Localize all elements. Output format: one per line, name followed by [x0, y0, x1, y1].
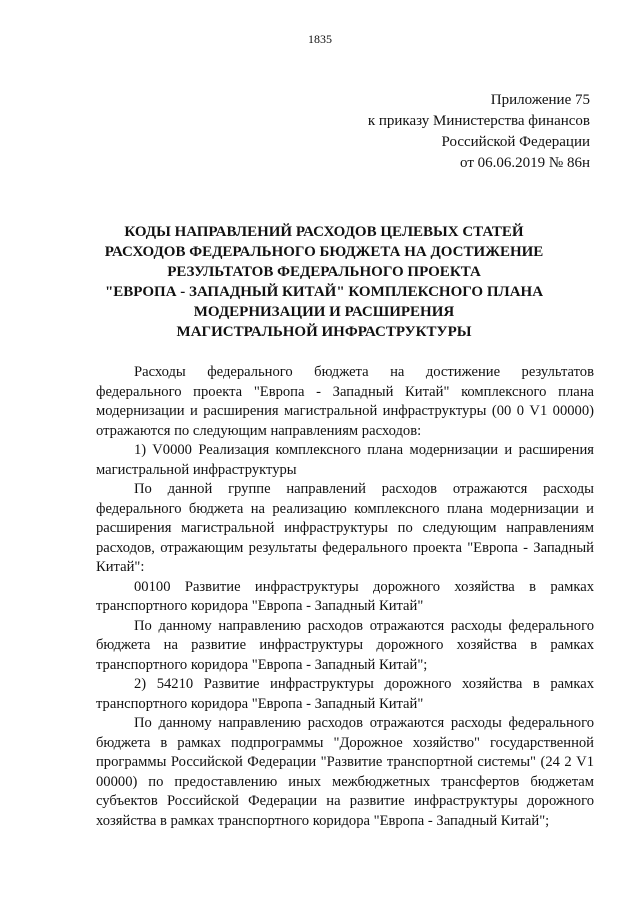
document-body: [96, 363, 594, 831]
title-line: КОДЫ НАПРАВЛЕНИЙ РАСХОДОВ ЦЕЛЕВЫХ СТАТЕЙ: [124, 224, 524, 240]
body-paragraph: 1) V0000 Реализация комплексного плана модернизации и расширения магистральной инфраструктуры: [96, 442, 594, 478]
body-paragraph: 00100 Развитие инфраструктуры дорожного хозяйства в рамках транспортного коридора "Европа - Западный Китай": [96, 578, 594, 614]
title-line: "ЕВРОПА - ЗАПАДНЫЙ КИТАЙ" КОМПЛЕКСНОГО ПЛАНА: [104, 284, 544, 300]
body-paragraph: 2) 54210 Развитие инфраструктуры дорожного хозяйства в рамках транспортного коридора "Европа - Западный Китай": [96, 676, 594, 712]
body-paragraph: По данной группе направлений расходов отражаются расходы федерального бюджета на реализацию комплексного плана модернизации и расширения магистральной инфраструктуры по следующим направлениям расходов, отражающим результаты федерального проекта "Европа - Западный Китай":: [96, 481, 594, 575]
title-line: РЕЗУЛЬТАТОВ ФЕДЕРАЛЬНОГО ПРОЕКТА: [167, 264, 481, 280]
appendix-line: от 06.06.2019 № 86н: [460, 155, 590, 171]
title-line: МОДЕРНИЗАЦИИ И РАСШИРЕНИЯ: [193, 304, 455, 320]
appendix-header: [368, 90, 590, 174]
appendix-line: Российской Федерации: [441, 134, 590, 150]
body-paragraph: По данному направлению расходов отражаются расходы федерального бюджета на развитие инфраструктуры дорожного хозяйства в рамках транспортного коридора "Европа - Западный Китай";: [96, 617, 594, 673]
appendix-line: к приказу Министерства финансов: [367, 113, 590, 129]
appendix-line: Приложение 75: [490, 92, 590, 108]
document-title: [60, 222, 588, 342]
body-paragraph: По данному направлению расходов отражаются расходы федерального бюджета в рамках подпрограммы "Дорожное хозяйство" государственной программы Российской Федерации "Развитие транспортной системы" (24 2 V1 00000) по предоставлению иных межбюджетных трансфертов бюджетам субъектов Российской Федерации на развитие инфраструктуры дорожного хозяйства в рамках транспортного коридора "Европа - Западный Китай";: [96, 715, 594, 829]
body-paragraph: Расходы федерального бюджета на достижение результатов федерального проекта "Европа - Западный Китай" комплексного плана модернизации и расширения магистральной инфраструктуры (00 0 V1 00000) отражаются по следующим направлениям расходов:: [96, 364, 594, 439]
title-line: МАГИСТРАЛЬНОЙ ИНФРАСТРУКТУРЫ: [176, 324, 472, 340]
page-number: 1835: [308, 32, 332, 46]
title-line: РАСХОДОВ ФЕДЕРАЛЬНОГО БЮДЖЕТА НА ДОСТИЖЕНИЕ: [104, 244, 544, 260]
